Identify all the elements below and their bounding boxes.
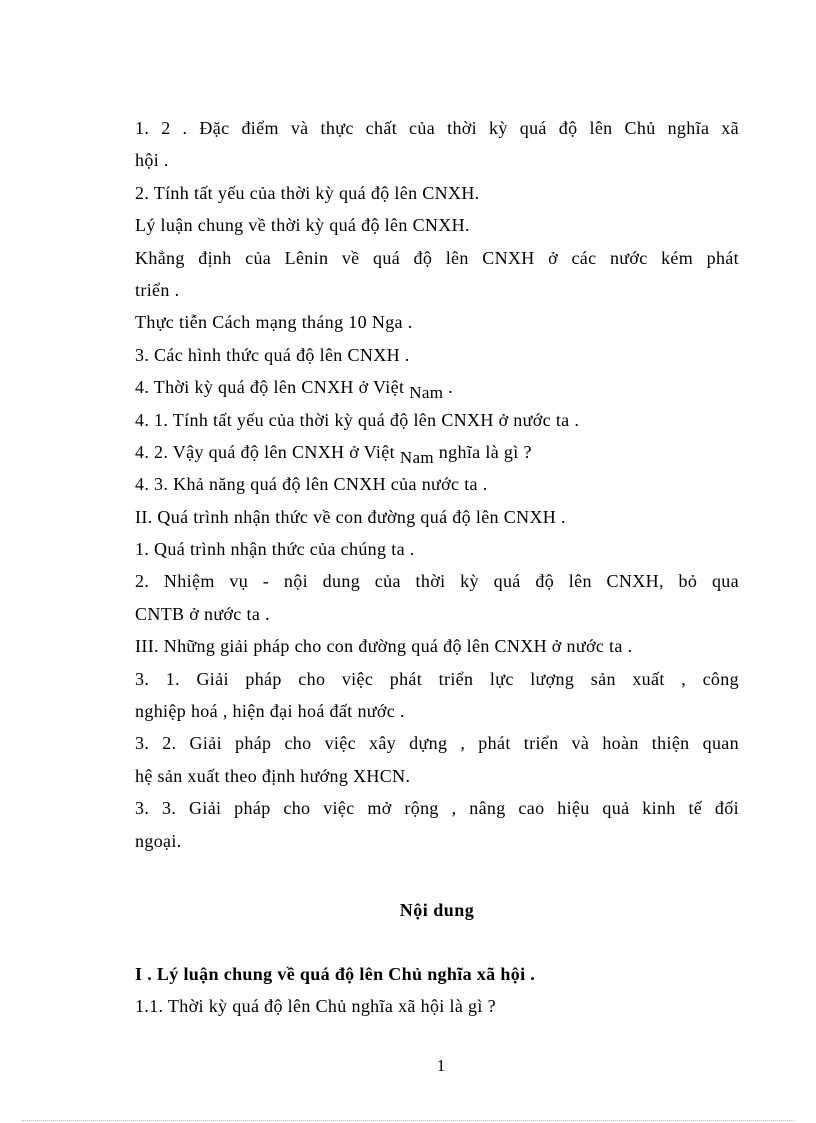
- toc-text: 4. 2. Vậy quá độ lên CNXH ở Việt: [135, 441, 395, 462]
- toc-line: 3. Các hình thức quá độ lên CNXH .: [135, 344, 410, 365]
- toc-text-subscript: Nam: [409, 383, 444, 403]
- toc-line: 3. 1. Giải pháp cho việc phát triển lực lượng sản xuất , công: [135, 668, 739, 689]
- page-number: 1: [436, 1056, 446, 1075]
- toc-line: ngoại.: [135, 830, 182, 851]
- toc-line: III. Những giải pháp cho con đường quá độ lên CNXH ở nước ta .: [135, 636, 633, 657]
- toc-text: .: [448, 377, 454, 398]
- table-of-contents: [135, 112, 739, 857]
- toc-text-subscript: Nam: [399, 447, 434, 467]
- toc-line: triển .: [135, 279, 180, 300]
- toc-line: [135, 371, 739, 403]
- section-block: [135, 958, 739, 1023]
- toc-line: CNTB ở nước ta .: [135, 603, 270, 624]
- section-title: I . Lý luận chung về quá độ lên Chủ nghĩa xã hội .: [135, 964, 536, 984]
- toc-line: [135, 436, 739, 468]
- toc-line: 1. Quá trình nhận thức của chúng ta .: [135, 539, 415, 560]
- toc-line: Khẳng định của Lênin về quá độ lên CNXH ở các nước kém phát: [135, 247, 739, 268]
- toc-line: 4. 1. Tính tất yếu của thời kỳ quá độ lên CNXH ở nước ta .: [135, 409, 580, 430]
- toc-line: 2. Nhiệm vụ - nội dung của thời kỳ quá độ lên CNXH, bỏ qua: [135, 571, 739, 592]
- toc-line: 3. 2. Giải pháp cho việc xây dựng , phát triển và hoàn thiện quan: [135, 733, 739, 754]
- toc-line: II. Quá trình nhận thức về con đường quá độ lên CNXH .: [135, 506, 566, 527]
- toc-line: hội .: [135, 150, 169, 171]
- toc-text: 4. Thời kỳ quá độ lên CNXH ở Việt: [135, 377, 405, 398]
- toc-text: nghĩa là gì ?: [438, 441, 532, 462]
- toc-line: 3. 3. Giải pháp cho việc mở rộng , nâng cao hiệu quả kinh tế đối: [135, 798, 739, 819]
- page-bottom-divider: [22, 1120, 794, 1121]
- toc-line: 1. 2 . Đặc điểm và thực chất của thời kỳ quá độ lên Chủ nghĩa xã: [135, 118, 739, 138]
- toc-line: Thực tiễn Cách mạng tháng 10 Nga .: [135, 312, 413, 333]
- toc-line: Lý luận chung về thời kỳ quá độ lên CNXH.: [135, 215, 470, 236]
- toc-line: nghiệp hoá , hiện đại hoá đất nước .: [135, 701, 405, 722]
- content-heading: Nội dung: [399, 900, 475, 920]
- toc-line: hệ sản xuất theo định hướng XHCN.: [135, 765, 411, 786]
- toc-line: 2. Tính tất yếu của thời kỳ quá độ lên CNXH.: [135, 182, 480, 203]
- toc-line: 4. 3. Khả năng quá độ lên CNXH của nước ta .: [135, 474, 488, 495]
- subsection-title: 1.1. Thời kỳ quá độ lên Chủ nghĩa xã hội là gì ?: [135, 996, 496, 1017]
